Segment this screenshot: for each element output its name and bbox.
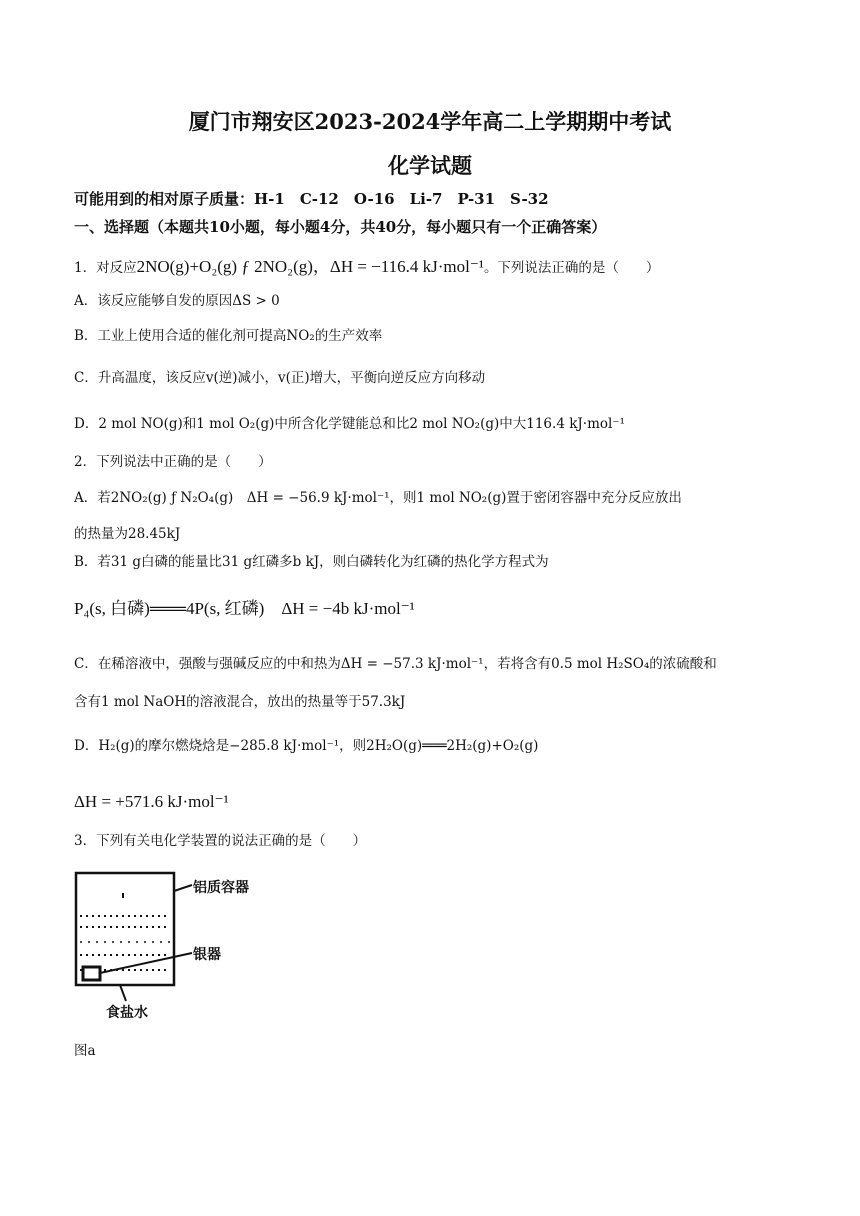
question-3-stem: 3．下列有关电化学装置的说法正确的是（ ） (74, 833, 367, 849)
label-water: 食盐水 (106, 1005, 148, 1021)
figure-drawing (74, 869, 274, 1029)
q2-option-a-line2: 的热量为28.45kJ (74, 526, 181, 542)
page-title: 厦门市翔安区2023-2024学年高二上学期期中考试 (188, 109, 672, 134)
question-2-stem: 2．下列说法中正确的是（ ） (74, 454, 272, 470)
q2-option-c-line2: 含有1 mol NaOH的溶液混合，放出的热量等于57.3kJ (74, 694, 406, 710)
silver-object (83, 967, 100, 980)
q1-option-c: C．升高温度，该反应v(逆)减小，v(正)增大，平衡向逆反应方向移动 (74, 370, 486, 386)
atomic-masses: 可能用到的相对原子质量：H-1 C-12 O-16 Li-7 P-31 S-32 (74, 190, 549, 208)
q2-option-c-line1: C．在稀溶液中，强酸与强碱反应的中和热为ΔH = −57.3 kJ·mol⁻¹，若将含有0.5 mol H₂SO₄的浓硫酸和 (74, 656, 717, 672)
label-container: 铝质容器 (193, 880, 249, 896)
figure-caption: 图a (74, 1043, 96, 1059)
q1-option-d: D．2 mol NO(g)和1 mol O₂(g)中所含化学键能总和比2 mol NO₂(g)中大116.4 kJ·mol⁻¹ (74, 416, 625, 432)
section-heading: 一、选择题（本题共10小题，每小题4分，共40分，每小题只有一个正确答案） (74, 218, 607, 236)
q2-option-b-line1: B．若31 g白磷的能量比31 g红磷多b kJ，则白磷转化为红磷的热化学方程式为 (74, 554, 549, 570)
q1-option-b: B．工业上使用合适的催化剂可提高NO₂的生产效率 (74, 328, 383, 344)
q1-equation: 2NO(g)+O₂(g) ƒ 2NO₂(g)，ΔH = −116.4 kJ·mol⁻¹ (136, 257, 484, 276)
page-subtitle: 化学试题 (388, 153, 472, 178)
q1-prefix: 1．对反应 (74, 260, 137, 276)
q2-option-a-line1: A．若2NO₂(g) ƒ N₂O₄(g) ΔH = −56.9 kJ·mol⁻¹，则1 mol NO₂(g)置于密闭容器中充分反应放出 (74, 490, 682, 506)
question-1-stem (74, 252, 659, 277)
leader-container (174, 885, 192, 891)
electrochemistry-figure (74, 869, 274, 1029)
q2-option-b-equation: P₄(s, 白磷)═══4P(s, 红磷) ΔH = −4b kJ·mol⁻¹ (74, 599, 415, 618)
leader-water (120, 985, 126, 1001)
q2-option-d-line1: D．H₂(g)的摩尔燃烧焓是−285.8 kJ·mol⁻¹，则2H₂O(g)═══2H₂(g)+O₂(g) (74, 738, 539, 754)
mark (122, 893, 124, 898)
q1-suffix: 。下列说法正确的是（ ） (483, 260, 660, 276)
q2-option-d-line2: ΔH = +571.6 kJ·mol⁻¹ (74, 792, 229, 811)
q1-option-a: A．该反应能够自发的原因ΔS > 0 (74, 293, 280, 309)
label-silver: 银器 (193, 947, 221, 963)
